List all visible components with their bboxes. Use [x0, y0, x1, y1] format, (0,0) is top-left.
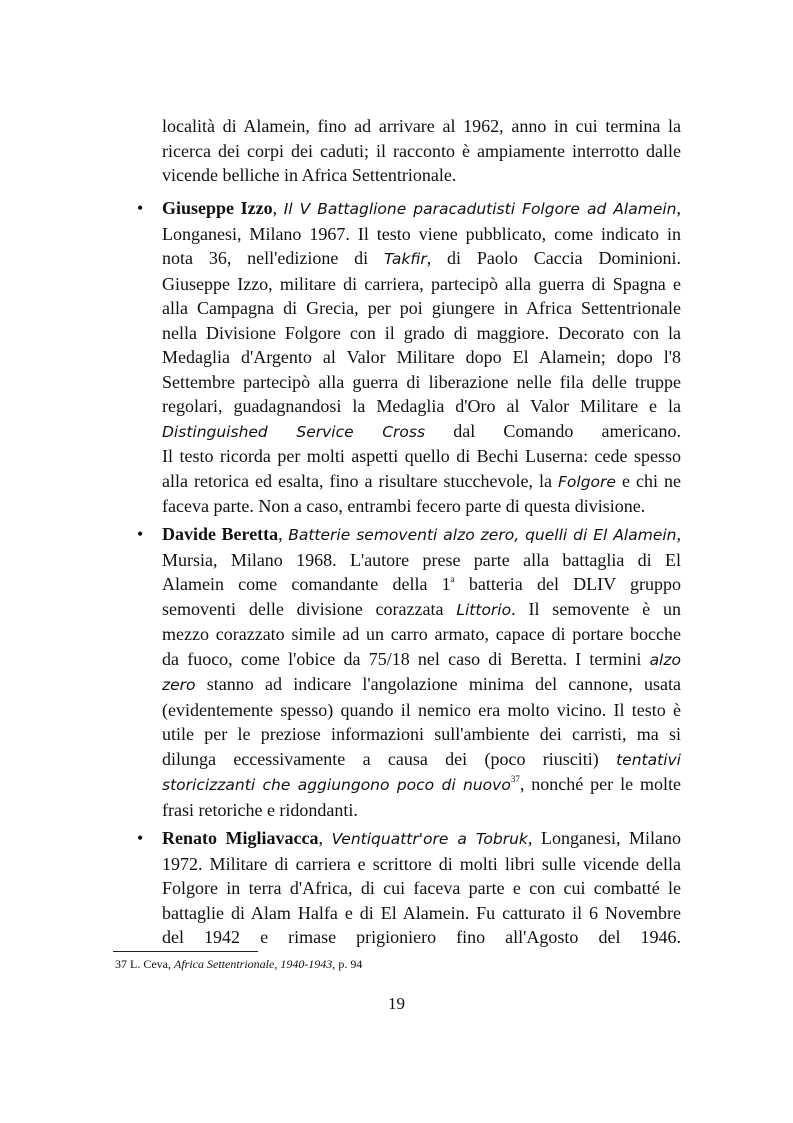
- entry-line: regolari, guadagnandosi la Medaglia d'Oro al Valor Militare e la: [162, 396, 681, 416]
- entry-line: Distinguished Service Cross dal Comando americano.: [162, 420, 681, 441]
- bullet-icon: •: [137, 198, 144, 218]
- bibliography-entry-izzo: • Giuseppe Izzo, Il V Battaglione paracadutisti Folgore ad Alamein, Longanesi, Milano 1967. Il testo viene pubblicato, come indicato in nota 36, nell'edizione di Takfir, di Paolo Caccia Dominioni. Giuseppe Izzo, militare di carriera, partecipò alla guerra di Spagna e alla Campagna di Grecia, per poi giungere in Africa Settentrionale nella Divisione Folgore con il grado di maggiore. Decorato con la Medaglia d'Argento al Valor Militare dopo El Alamein; dopo l'8 Settembre partecipò alla guerra di liberazione nelle fila delle truppe regolari, guadagnandosi la Medaglia d'Oro al Valor Militare e la Distinguished Service Cross dal Comando americano. Il testo ricorda per molti aspetti quello di Bechi Luserna: cede spesso alla retorica ed esalta, fino a risultare stucchevole, la Folgore e chi ne faceva parte. Non a caso, entrambi fecero parte di questa divisione.: [162, 196, 681, 519]
- entry-line: nella Divisione Folgore con il grado di maggiore. Decorato con la: [162, 322, 681, 343]
- entry-line: Alamein come comandante della 1$^a$ batteria del DLIV gruppo: [162, 574, 681, 594]
- entry-line: Medaglia d'Argento al Valor Militare dopo El Alamein; dopo l'8: [162, 347, 681, 367]
- entry-line: alla Campagna di Grecia, per poi giungere in Africa Settentrionale: [162, 298, 681, 318]
- footnote-number: 37: [115, 957, 127, 971]
- entry-line: Il testo ricorda per molti aspetti quello di Bechi Luserna: cede spesso: [162, 446, 681, 466]
- entry-line: Giuseppe Izzo, militare di carriera, partecipò alla guerra di Spagna e: [162, 273, 681, 294]
- entry-line: alla retorica ed esalta, fino a risultare stucchevole, la Folgore e chi ne: [162, 470, 681, 491]
- entry-line: semoventi delle divisione corazzata Littorio. Il semovente è un: [162, 598, 681, 619]
- entry-line: (evidentemente spesso) quando il nemico era molto vicino. Il testo è: [162, 699, 681, 720]
- entry-author: Giuseppe Izzo: [162, 198, 273, 218]
- entry-line: del 1942 e rimase prigioniero fino all'Agosto del 1946.: [162, 927, 681, 947]
- intro-line: vicende belliche in Africa Settentrionale.: [162, 165, 457, 185]
- entry-line: battaglie di Alam Halfa e di El Alamein. Fu catturato il 6 Novembre: [162, 902, 681, 923]
- entry-line: dilunga eccessivamente a causa dei (poco riusciti) tentativi: [162, 748, 681, 769]
- entry-line: mezzo corazzato simile ad un carro armato, capace di portare bocche: [162, 624, 681, 644]
- entry-line: Longanesi, Milano 1967. Il testo viene pubblicato, come indicato in: [162, 223, 681, 244]
- entry-author: Renato Migliavacca: [162, 828, 319, 848]
- entry-line: da fuoco, come l'obice da 75/18 nel caso di Beretta. I termini alzo: [162, 648, 681, 669]
- entry-line: nota 36, nell'edizione di Takfir, di Paolo Caccia Dominioni.: [162, 248, 681, 268]
- footnote-title: Africa Settentrionale, 1940-1943: [174, 957, 333, 971]
- page-number: 19: [388, 994, 405, 1013]
- entry-line: Folgore in terra d'Africa, di cui faceva parte e con cui combatté le: [162, 878, 681, 898]
- footnote-ref[interactable]: 37: [510, 774, 520, 784]
- footnote-divider: [113, 951, 258, 952]
- entry-title: Il V Battaglione paracadutisti Folgore ad Alamein: [283, 200, 677, 218]
- bibliography-entry-beretta: • Davide Beretta, Batterie semoventi alzo zero, quelli di El Alamein, Mursia, Milano 1968. L'autore prese parte alla battaglia di El Alamein come comandante della 1$^a$ batteria del DLIV gruppo semoventi delle divisione corazzata Littorio. Il semovente è un mezzo corazzato simile ad un carro armato, capace di portare bocche da fuoco, come l'obice da 75/18 nel caso di Beretta. I termini alzo zero stanno ad indicare l'angolazione minima del cannone, usata (evidentemente spesso) quando il nemico era molto vicino. Il testo è utile per le preziose informazioni sull'ambiente dei carristi, ma si dilunga eccessivamente a causa dei (poco riusciti) tentativi storicizzanti che aggiungono poco di nuovo$^{37}$, nonché per le molte frasi retoriche e ridondanti.: [162, 522, 681, 822]
- bullet-icon: •: [137, 524, 144, 544]
- entry-title: Batterie semoventi alzo zero, quelli di El Alamein: [288, 526, 677, 544]
- bibliography-entry-migliavacca: • Renato Migliavacca, Ventiquattr'ore a Tobruk, Longanesi, Milano 1972. Militare di carriera e scrittore di molti libri sulle vicende della Folgore in terra d'Africa, di cui faceva parte e con cui combatté le battaglie di Alam Halfa e di El Alamein. Fu catturato il 6 Novembre del 1942 e rimase prigioniero fino all'Agosto del 1946.: [162, 826, 681, 950]
- entry-line: 1972. Militare di carriera e scrittore di molti libri sulle vicende della: [162, 853, 681, 874]
- entry-line: Mursia, Milano 1968. L'autore prese parte alla battaglia di El: [162, 549, 681, 570]
- intro-paragraph: [162, 114, 681, 188]
- entry-line: zero stanno ad indicare l'angolazione minima del cannone, usata: [162, 674, 681, 694]
- entry-line: Settembre partecipò alla guerra di liberazione nelle fila delle truppe: [162, 371, 681, 392]
- intro-line: località di Alamein, fino ad arrivare al 1962, anno in cui termina la: [162, 116, 681, 136]
- footnote: 37 L. Ceva, Africa Settentrionale, 1940-1943, p. 94: [115, 957, 363, 971]
- intro-line: ricerca dei corpi dei caduti; il racconto è ampiamente interrotto dalle: [162, 140, 681, 161]
- entry-line: frasi retoriche e ridondanti.: [162, 799, 358, 820]
- entry-author: Davide Beretta: [162, 524, 279, 544]
- entry-title: Ventiquattr'ore a Tobruk: [331, 830, 528, 848]
- entry-line: storicizzanti che aggiungono poco di nuovo$^{37}$, nonché per le molte: [162, 774, 682, 794]
- entry-line: faceva parte. Non a caso, entrambi fecero parte di questa divisione.: [162, 496, 646, 516]
- bullet-icon: •: [137, 828, 144, 848]
- entry-line: utile per le preziose informazioni sull'ambiente dei carristi, ma si: [162, 724, 681, 744]
